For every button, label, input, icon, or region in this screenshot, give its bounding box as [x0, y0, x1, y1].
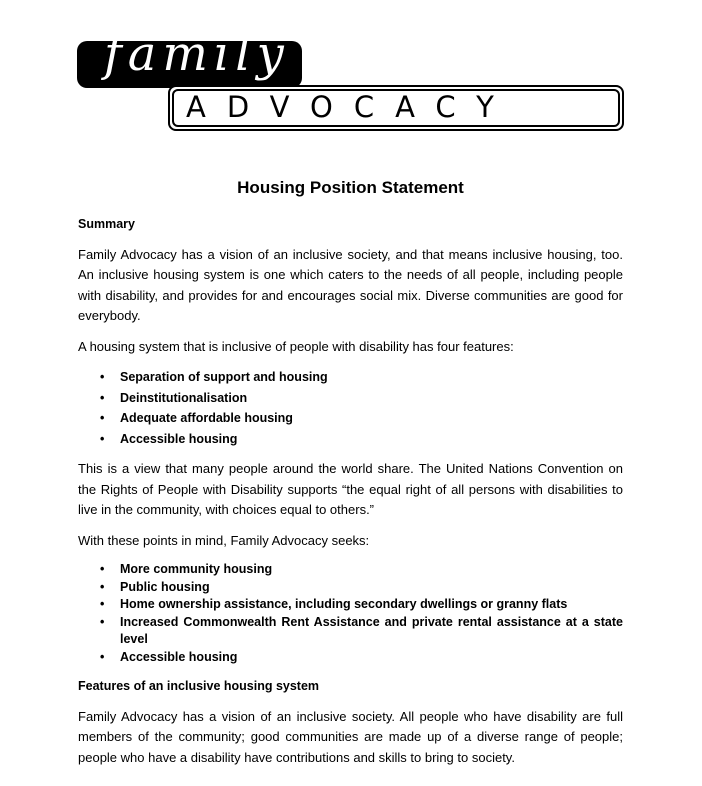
list-item: • Home ownership assistance, including secondary dwellings or granny flats: [120, 596, 623, 614]
family-advocacy-logo: [0, 0, 702, 140]
bullet-icon: •: [100, 579, 105, 594]
list-item: • Deinstitutionalisation: [120, 388, 623, 409]
list-item: • Separation of support and housing: [120, 367, 623, 388]
list-item: • Accessible housing: [120, 649, 623, 667]
bullet-icon: •: [100, 370, 105, 384]
bullet-icon: •: [100, 431, 105, 446]
list-item: • Accessible housing: [120, 429, 623, 450]
features-paragraph: Family Advocacy has a vision of an inclusive society. All people who have disability are full members of the community; good communities are made up of a diverse range of people; people who have a disability have contributions and skills to bring to society.: [78, 708, 623, 765]
features-list: [78, 367, 623, 449]
document-body: [78, 176, 623, 778]
bullet-icon: •: [100, 597, 105, 611]
bullet-icon: •: [100, 390, 105, 405]
bullet-icon: •: [100, 562, 105, 576]
logo-advocacy-word: ADVOCACY: [186, 90, 515, 124]
summary-paragraph-1: Family Advocacy has a vision of an inclusive society, and that means inclusive housing, too. An inclusive housing system is one which caters to the needs of all people, including people with disability, and provides for and encourages social mix. Diverse communities are good for everybody.: [78, 246, 623, 323]
summary-paragraph-2: A housing system that is inclusive of people with disability has four features:: [78, 338, 514, 354]
list-item: • Public housing: [120, 579, 623, 597]
logo-family-word: family: [104, 26, 290, 82]
bullet-icon: •: [100, 614, 105, 629]
document-title: Housing Position Statement: [237, 178, 464, 197]
seeks-list: [78, 561, 623, 666]
list-item: • Adequate affordable housing: [120, 408, 623, 429]
summary-paragraph-3: This is a view that many people around the world share. The United Nations Convention on the Rights of People with Disability supports “the equal right of all persons with disabilities to live in the community, with choices equal to others.”: [78, 461, 623, 517]
summary-paragraph-4: With these points in mind, Family Advocacy seeks:: [78, 532, 370, 548]
bullet-icon: •: [100, 649, 105, 664]
features-heading: Features of an inclusive housing system: [78, 679, 320, 693]
list-item: • Increased Commonwealth Rent Assistance and private rental assistance at a state level: [100, 614, 623, 646]
summary-heading: Summary: [78, 217, 135, 231]
bullet-icon: •: [100, 411, 105, 425]
list-item: • More community housing: [120, 561, 623, 579]
